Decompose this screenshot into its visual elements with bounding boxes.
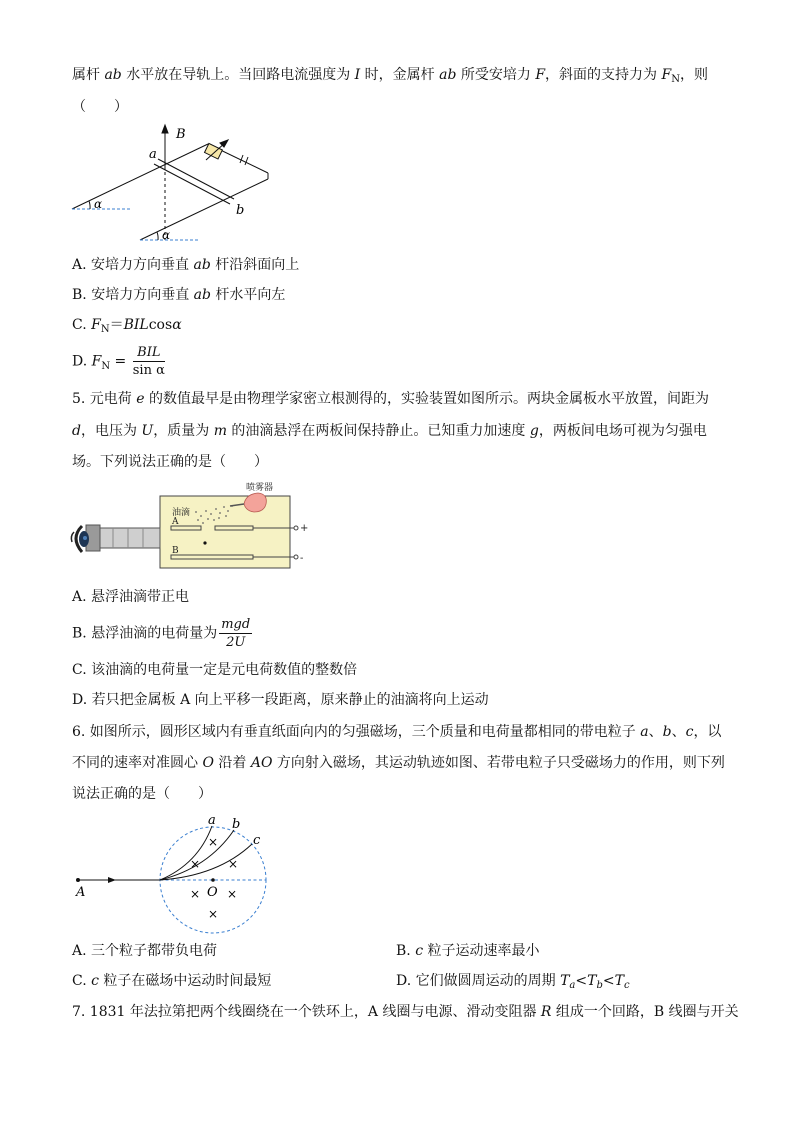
label-alpha-1: α: [94, 197, 103, 211]
track-b: [160, 830, 234, 880]
plate-b: [171, 555, 253, 559]
label-alpha-2: α: [162, 228, 171, 242]
cross-5: ×: [227, 887, 238, 901]
angle-arc-1: [89, 201, 90, 209]
q6-option-a: A. 三个粒子都带负电荷: [72, 943, 218, 959]
q4-option-d: D. $F_N$ = $\frac{\text{BIL}}{\text{sin α}}$: [72, 345, 165, 378]
label-plate-b: B: [172, 546, 179, 556]
incident-arrowhead: [108, 877, 116, 883]
q5-option-d: D. 若只把金属板 A 向上平移一段距离，原来静止的油滴将向上运动: [72, 692, 489, 708]
label-B: B: [176, 127, 186, 142]
label-plate-a: A: [172, 517, 179, 527]
q4-option-a: A. 安培力方向垂直 ab 杆沿斜面向上: [72, 257, 300, 273]
q4-paren: （ ）: [72, 99, 128, 115]
q5-option-c: C. 该油滴的电荷量一定是元电荷数值的整数倍: [72, 662, 358, 678]
q5-millikan-figure: [68, 482, 318, 572]
label-sprayer: 喷雾器: [246, 483, 274, 493]
battery-long: [240, 155, 243, 163]
q4-stem-line1: 属杆 ab 水平放在导轨上。当回路电流强度为 I 时，金属杆 ab 所受安培力 F，斜面的支持力为 $F_N$，则: [72, 67, 708, 85]
label-a: a: [208, 813, 216, 828]
q4-option-c: C. $F_N=BILcos\alpha$: [72, 317, 182, 335]
cross-1: ×: [208, 835, 219, 849]
label-plus: +: [300, 523, 309, 534]
suspended-droplet: [203, 541, 206, 544]
q5-option-b: B. 悬浮油滴的电荷量为 $\frac{\text{mgd}}{2U}$: [72, 617, 251, 650]
q4-incline-figure: [60, 122, 290, 250]
label-b: b: [236, 203, 245, 218]
q6-option-c: C. c 粒子在磁场中运动时间最短: [72, 973, 272, 989]
label-b: b: [232, 817, 241, 832]
q6-magnetic-field-figure: [68, 810, 288, 938]
terminal-plus: [294, 526, 298, 530]
q5-stem-line2: d，电压为 U，质量为 m 的油滴悬浮在两板间保持静止。已知重力加速度 g，两板间电场可视为匀强电: [72, 423, 707, 439]
battery-short: [245, 157, 248, 165]
microscope-tube: [98, 528, 160, 548]
cross-4: ×: [190, 887, 201, 901]
label-a: a: [149, 147, 157, 162]
rod-ab-2: [158, 159, 234, 199]
terminal-minus: [294, 555, 298, 559]
track-c: [160, 844, 252, 880]
q5-option-a: A. 悬浮油滴带正电: [72, 589, 190, 605]
q7-stem-line1: 7. 1831 年法拉第把两个线圈绕在一个铁环上，A 线圈与电源、滑动变阻器 R 组成一个回路，B 线圈与开关: [72, 1004, 739, 1020]
label-minus: -: [300, 553, 304, 564]
q6-option-d: D. 它们做圆周运动的周期 $T_a<T_b<T_c$: [396, 973, 630, 991]
label-c: c: [253, 833, 261, 848]
label-O: O: [207, 885, 218, 900]
point-A: [76, 878, 80, 882]
q5-b-fraction: $\frac{\text{mgd}}{2U}$: [221, 617, 251, 650]
rheostat: [205, 143, 223, 159]
q6-stem-line3: 说法正确的是（ ）: [72, 786, 212, 802]
cross-2: ×: [190, 857, 201, 871]
cross-6: ×: [208, 907, 219, 921]
rail-lower: [140, 179, 268, 240]
plate-a-right: [215, 526, 253, 530]
q4-d-fraction: $\frac{\text{BIL}}{\text{sin α}}$: [132, 345, 165, 378]
point-O: [211, 878, 215, 882]
q4-option-b: B. 安培力方向垂直 ab 杆水平向左: [72, 287, 286, 303]
angle-arc-2: [157, 232, 158, 240]
q6-stem-line2: 不同的速率对准圆心 O 沿着 AO 方向射入磁场，其运动轨迹如图、若带电粒子只受磁场力的作用，则下列: [72, 755, 725, 771]
label-oil: 油滴: [172, 508, 191, 518]
q6-option-b: B. c 粒子运动速率最小: [396, 943, 540, 959]
b-field-arrowhead: [162, 125, 168, 133]
rail-upper: [72, 144, 208, 209]
q5-stem-line3: 场。下列说法正确的是（ ）: [72, 454, 268, 470]
q6-stem-line1: 6. 如图所示，圆形区域内有垂直纸面向内的匀强磁场，三个质量和电荷量都相同的带电粒子 a、b、c，以: [72, 724, 722, 740]
label-A: A: [76, 885, 86, 900]
cross-3: ×: [228, 857, 239, 871]
q5-stem-line1: 5. 元电荷 e 的数值最早是由物理学家密立根测得的，实验装置如图所示。两块金属板水平放置，间距为: [72, 391, 710, 407]
